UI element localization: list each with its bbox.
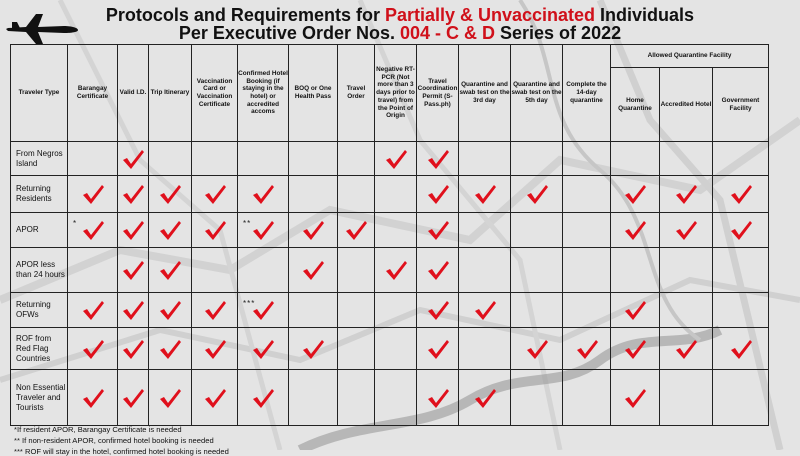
checkmark-icon — [729, 183, 753, 205]
checkmark-icon — [426, 183, 450, 205]
checkmark-icon — [426, 387, 450, 409]
column-header-boq: BOQ or One Health Pass — [289, 45, 338, 142]
cell-brgy — [68, 328, 118, 370]
cell-order — [338, 142, 375, 176]
cell-hotel — [238, 328, 289, 370]
cell-gov — [713, 293, 769, 328]
cell-accr — [660, 370, 713, 426]
row-label: APOR less than 24 hours — [11, 248, 68, 293]
page-title-line-2: Per Executive Order Nos. 004 - C & D Series of 2022 — [178, 23, 622, 43]
table-row — [11, 370, 769, 426]
checkmark-icon — [121, 387, 145, 409]
row-label: Non Essential Traveler and Tourists — [11, 370, 68, 426]
column-header-gov: Government Facility — [713, 68, 769, 142]
cell-q14 — [563, 142, 611, 176]
checkmark-icon — [344, 219, 368, 241]
cell-q14 — [563, 213, 611, 248]
cell-q14 — [563, 176, 611, 213]
checkmark-icon — [384, 148, 408, 170]
requirements-table — [10, 44, 769, 426]
column-header-q3: Quarantine and swab test on the 3rd day — [459, 45, 511, 142]
column-header-order: Travel Order — [338, 45, 375, 142]
column-header-q14: Complete the 14-day quarantine — [563, 45, 611, 142]
checkmark-icon — [121, 183, 145, 205]
cell-permit — [417, 248, 459, 293]
cell-home — [611, 293, 660, 328]
cell-permit — [417, 370, 459, 426]
cell-vax — [192, 213, 238, 248]
cell-accr — [660, 142, 713, 176]
cell-hotel — [238, 370, 289, 426]
checkmark-icon — [121, 148, 145, 170]
checkmark-icon — [121, 299, 145, 321]
column-header-q5: Quarantine and swab test on the 5th day — [511, 45, 563, 142]
cell-brgy — [68, 248, 118, 293]
cell-accr — [660, 248, 713, 293]
checkmark-icon — [158, 338, 182, 360]
footnote-marker: ** — [243, 219, 252, 228]
cell-order — [338, 176, 375, 213]
checkmark-icon — [473, 299, 497, 321]
checkmark-icon — [121, 338, 145, 360]
checkmark-icon — [121, 259, 145, 281]
cell-permit — [417, 176, 459, 213]
checkmark-icon — [426, 219, 450, 241]
cell-vax — [192, 142, 238, 176]
cell-gov — [713, 328, 769, 370]
cell-boq — [289, 293, 338, 328]
cell-rtpcr — [375, 176, 417, 213]
cell-q3 — [459, 248, 511, 293]
cell-vax — [192, 293, 238, 328]
checkmark-icon — [121, 219, 145, 241]
cell-gov — [713, 370, 769, 426]
cell-trip — [149, 370, 192, 426]
cell-q14 — [563, 293, 611, 328]
cell-permit — [417, 213, 459, 248]
cell-order — [338, 370, 375, 426]
checkmark-icon — [623, 183, 647, 205]
column-header-id: Valid I.D. — [118, 45, 149, 142]
cell-q3 — [459, 176, 511, 213]
checkmark-icon — [81, 219, 105, 241]
checkmark-icon — [301, 259, 325, 281]
checkmark-icon — [473, 183, 497, 205]
header-allowed-quarantine-facility: Allowed Quarantine Facility — [611, 45, 769, 68]
checkmark-icon — [525, 338, 549, 360]
cell-q14 — [563, 370, 611, 426]
checkmark-icon — [525, 183, 549, 205]
cell-brgy — [68, 293, 118, 328]
checkmark-icon — [623, 219, 647, 241]
cell-vax — [192, 328, 238, 370]
checkmark-icon — [426, 299, 450, 321]
cell-order — [338, 293, 375, 328]
cell-q14 — [563, 248, 611, 293]
cell-home — [611, 328, 660, 370]
checkmark-icon — [301, 219, 325, 241]
checkmark-icon — [575, 338, 599, 360]
cell-brgy — [68, 370, 118, 426]
cell-gov — [713, 248, 769, 293]
cell-brgy — [68, 142, 118, 176]
column-header-brgy: Barangay Certificate — [68, 45, 118, 142]
cell-rtpcr — [375, 293, 417, 328]
header-traveler-type: Traveler Type — [11, 45, 68, 142]
cell-rtpcr — [375, 370, 417, 426]
cell-accr — [660, 293, 713, 328]
checkmark-icon — [473, 387, 497, 409]
checkmark-icon — [623, 338, 647, 360]
cell-trip — [149, 142, 192, 176]
checkmark-icon — [81, 387, 105, 409]
checkmark-icon — [203, 387, 227, 409]
cell-permit — [417, 293, 459, 328]
cell-brgy — [68, 176, 118, 213]
table-row — [11, 293, 769, 328]
checkmark-icon — [251, 338, 275, 360]
cell-order — [338, 328, 375, 370]
cell-order — [338, 213, 375, 248]
cell-hotel — [238, 176, 289, 213]
checkmark-icon — [729, 219, 753, 241]
cell-hotel — [238, 293, 289, 328]
cell-home — [611, 176, 660, 213]
column-header-home: Home Quarantine — [611, 68, 660, 142]
footnote-marker: * — [73, 219, 78, 228]
checkmark-icon — [158, 387, 182, 409]
cell-q3 — [459, 142, 511, 176]
cell-accr — [660, 176, 713, 213]
column-header-permit: Travel Coordination Permit (S-Pass.ph) — [417, 45, 459, 142]
checkmark-icon — [158, 183, 182, 205]
cell-q3 — [459, 213, 511, 248]
cell-boq — [289, 142, 338, 176]
cell-q14 — [563, 328, 611, 370]
row-label: Returning OFWs — [11, 293, 68, 328]
cell-vax — [192, 248, 238, 293]
table-row — [11, 213, 769, 248]
cell-home — [611, 213, 660, 248]
cell-q5 — [511, 176, 563, 213]
cell-rtpcr — [375, 248, 417, 293]
checkmark-icon — [251, 183, 275, 205]
cell-q3 — [459, 328, 511, 370]
cell-q5 — [511, 213, 563, 248]
cell-rtpcr — [375, 213, 417, 248]
checkmark-icon — [729, 338, 753, 360]
cell-id — [118, 176, 149, 213]
checkmark-icon — [674, 183, 698, 205]
cell-vax — [192, 176, 238, 213]
cell-trip — [149, 213, 192, 248]
cell-q5 — [511, 293, 563, 328]
checkmark-icon — [674, 338, 698, 360]
cell-accr — [660, 213, 713, 248]
cell-boq — [289, 176, 338, 213]
checkmark-icon — [251, 387, 275, 409]
checkmark-icon — [158, 259, 182, 281]
row-label: Returning Residents — [11, 176, 68, 213]
cell-hotel — [238, 248, 289, 293]
cell-q3 — [459, 370, 511, 426]
checkmark-icon — [81, 299, 105, 321]
column-header-trip: Trip Itinerary — [149, 45, 192, 142]
cell-vax — [192, 370, 238, 426]
cell-order — [338, 248, 375, 293]
checkmark-icon — [674, 219, 698, 241]
footnote-3: *** ROF will stay in the hotel, confirmed hotel booking is needed — [14, 447, 229, 456]
table-row — [11, 248, 769, 293]
cell-boq — [289, 370, 338, 426]
footnote-marker: *** — [243, 299, 256, 308]
checkmark-icon — [203, 299, 227, 321]
cell-id — [118, 142, 149, 176]
cell-hotel — [238, 142, 289, 176]
column-header-accr: Accredited Hotel — [660, 68, 713, 142]
checkmark-icon — [623, 387, 647, 409]
cell-gov — [713, 176, 769, 213]
cell-q3 — [459, 293, 511, 328]
checkmark-icon — [203, 183, 227, 205]
cell-permit — [417, 328, 459, 370]
row-label: From Negros Island — [11, 142, 68, 176]
cell-home — [611, 248, 660, 293]
cell-hotel — [238, 213, 289, 248]
cell-brgy — [68, 213, 118, 248]
cell-home — [611, 142, 660, 176]
cell-q5 — [511, 328, 563, 370]
checkmark-icon — [426, 338, 450, 360]
checkmark-icon — [81, 183, 105, 205]
checkmark-icon — [158, 219, 182, 241]
row-label: APOR — [11, 213, 68, 248]
checkmark-icon — [158, 299, 182, 321]
cell-id — [118, 328, 149, 370]
checkmark-icon — [251, 219, 275, 241]
footnote-2: ** If non-resident APOR, confirmed hotel booking is needed — [14, 436, 214, 445]
table-row — [11, 176, 769, 213]
footnote-1: *If resident APOR, Barangay Certificate is needed — [14, 425, 182, 434]
column-header-vax: Vaccination Card or Vaccination Certificate — [192, 45, 238, 142]
cell-id — [118, 293, 149, 328]
cell-gov — [713, 142, 769, 176]
cell-home — [611, 370, 660, 426]
cell-q5 — [511, 142, 563, 176]
cell-trip — [149, 293, 192, 328]
cell-q5 — [511, 370, 563, 426]
checkmark-icon — [203, 219, 227, 241]
cell-accr — [660, 328, 713, 370]
cell-rtpcr — [375, 142, 417, 176]
column-header-rtpcr: Negative RT-PCR (Not more than 3 days prior to travel) from the Point of Origin — [375, 45, 417, 142]
cell-boq — [289, 248, 338, 293]
cell-id — [118, 213, 149, 248]
checkmark-icon — [81, 338, 105, 360]
page-title-line-1: Protocols and Requirements for Partially & Unvaccinated Individuals — [105, 5, 695, 25]
cell-id — [118, 248, 149, 293]
table-row — [11, 328, 769, 370]
cell-q5 — [511, 248, 563, 293]
cell-trip — [149, 248, 192, 293]
checkmark-icon — [623, 299, 647, 321]
table-row — [11, 142, 769, 176]
cell-gov — [713, 213, 769, 248]
cell-boq — [289, 213, 338, 248]
checkmark-icon — [203, 338, 227, 360]
checkmark-icon — [426, 148, 450, 170]
cell-permit — [417, 142, 459, 176]
column-header-hotel: Confirmed Hotel Booking (if staying in the hotel) or accredited accoms — [238, 45, 289, 142]
checkmark-icon — [301, 338, 325, 360]
cell-trip — [149, 328, 192, 370]
checkmark-icon — [384, 259, 408, 281]
checkmark-icon — [426, 259, 450, 281]
cell-trip — [149, 176, 192, 213]
cell-rtpcr — [375, 328, 417, 370]
cell-boq — [289, 328, 338, 370]
cell-id — [118, 370, 149, 426]
row-label: ROF from Red Flag Countries — [11, 328, 68, 370]
